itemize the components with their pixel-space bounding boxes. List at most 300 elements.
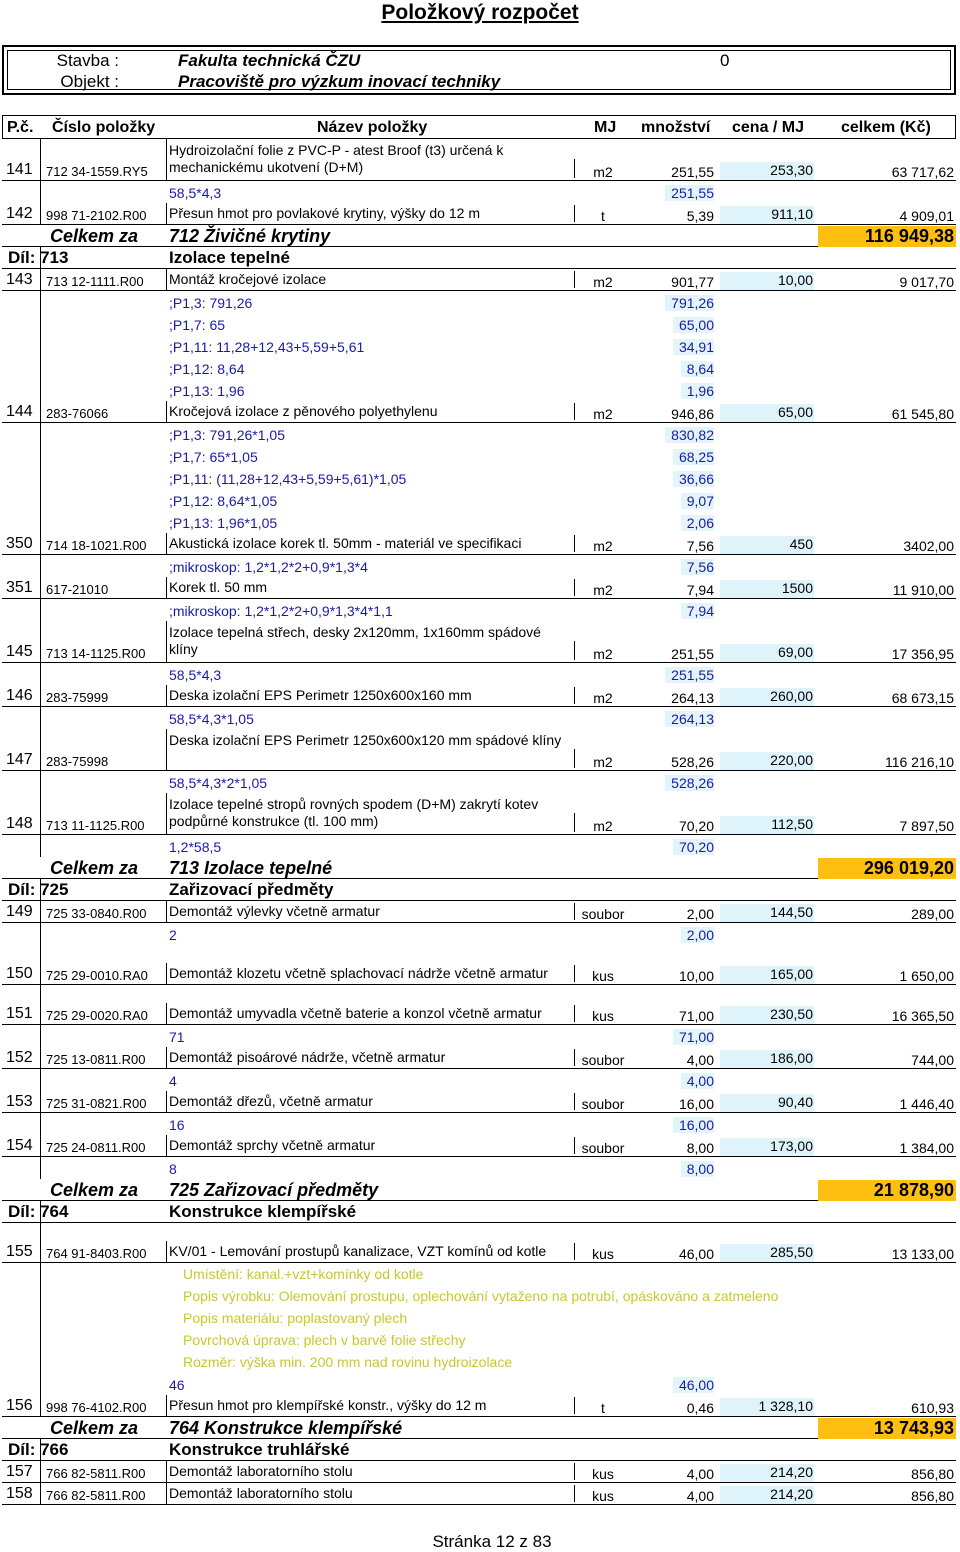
item-total: 1 384,00 (899, 1140, 954, 1156)
item-name: KV/01 - Lemování prostupů kanalizace, VZT komínů od kotle (169, 1243, 547, 1259)
section-name: Zařizovací předměty (169, 880, 334, 899)
measure-formula: 16 (169, 1117, 185, 1133)
item-unit-price: 260,00 (720, 688, 814, 706)
item-name: Demontáž dřezů, včetně armatur (169, 1093, 373, 1109)
measure-formula: 58,5*4,3*1,05 (169, 711, 254, 727)
item-code: 725 31-0821.R00 (46, 1096, 147, 1111)
spacer-row (2, 985, 956, 1003)
item-unit-price: 450 (720, 536, 814, 554)
item-code: 764 91-8403.R00 (46, 1246, 147, 1261)
item-quantity: 251,55 (671, 164, 714, 180)
item-name: Přesun hmot pro povlakové krytiny, výšky do 12 m (169, 205, 480, 221)
measure-row (2, 1025, 956, 1047)
item-quantity: 4,00 (686, 1466, 714, 1482)
item-unit: soubor (581, 1140, 625, 1156)
row-divider-left (40, 1241, 41, 1262)
row-divider-name (166, 269, 167, 290)
section-total-row (2, 225, 956, 247)
col-mj: MJ (594, 119, 617, 136)
measure-value: 830,82 (665, 427, 714, 443)
item-name: Kročejová izolace z pěnového polyethylenu (169, 403, 438, 419)
item-number: 153 (6, 1093, 33, 1110)
item-code: 283-75998 (46, 754, 109, 769)
row-divider-name (166, 1461, 167, 1482)
row-divider-mj (574, 271, 575, 288)
row-divider-left (40, 511, 41, 533)
section-header-row (2, 879, 956, 901)
item-unit-price: 90,40 (720, 1094, 814, 1112)
item-row (2, 1047, 956, 1069)
section-total-name: 725 Zařizovací předměty (169, 1180, 379, 1200)
section-total-name: 712 Živičné krytiny (169, 226, 331, 246)
measure-row (2, 1113, 956, 1135)
project-header (2, 45, 956, 95)
section-label: Díl: 764 (8, 1202, 69, 1221)
section-total-name: 713 Izolace tepelné (169, 858, 333, 878)
row-divider-left (40, 555, 41, 577)
item-row (2, 203, 956, 225)
item-row (2, 1395, 956, 1417)
section-total-name: 764 Konstrukce klempířské (169, 1418, 403, 1438)
section-total-row (2, 1417, 956, 1439)
item-unit: m2 (593, 274, 613, 290)
row-divider-left (40, 835, 41, 857)
measure-row (2, 707, 956, 729)
item-row (2, 1483, 956, 1505)
row-divider-left (40, 269, 41, 290)
item-unit: t (601, 208, 605, 224)
item-number: 142 (6, 205, 33, 222)
objekt-value: Pracoviště pro výzkum inovací techniky (178, 72, 501, 91)
item-note: Rozměr: výška min. 200 mm nad rovinu hydroizolace (183, 1354, 513, 1370)
item-row (2, 533, 956, 555)
row-divider-left (40, 1373, 41, 1395)
item-unit-price: 1500 (720, 580, 814, 598)
row-divider-left (40, 1285, 41, 1307)
item-number: 154 (6, 1137, 33, 1154)
section-header-row (2, 1201, 956, 1223)
row-divider-left (40, 139, 41, 180)
item-unit: kus (592, 1488, 614, 1504)
item-row (2, 1003, 956, 1025)
item-row (2, 1091, 956, 1113)
section-total-label: Celkem za (50, 226, 139, 246)
item-total: 4 909,01 (899, 208, 954, 224)
measure-value: 46,00 (673, 1377, 714, 1393)
measure-value: 70,20 (673, 839, 714, 855)
measure-value: 251,55 (665, 185, 714, 201)
row-divider-mj (574, 1005, 575, 1022)
item-quantity: 71,00 (678, 1008, 714, 1024)
row-divider-left (40, 1351, 41, 1373)
row-divider-mj (574, 403, 575, 420)
item-quantity: 264,13 (671, 690, 714, 706)
row-divider-name (166, 621, 167, 662)
item-unit: m2 (593, 406, 613, 422)
row-divider-left (40, 1223, 41, 1241)
row-divider-left (40, 1395, 41, 1416)
item-unit: kus (592, 968, 614, 984)
measure-row (2, 291, 956, 313)
item-code: 283-75999 (46, 690, 109, 705)
measure-row (2, 555, 956, 577)
row-divider-name (166, 793, 167, 834)
item-name: Akustická izolace korek tl. 50mm - materiál ve specifikaci (169, 535, 522, 551)
item-unit-price: 214,20 (720, 1486, 814, 1504)
item-name: Demontáž laboratorního stolu (169, 1463, 353, 1479)
table-header (2, 115, 956, 139)
measure-formula: 2 (169, 927, 177, 943)
measure-row (2, 1069, 956, 1091)
item-unit-price: 69,00 (720, 644, 814, 662)
note-row (2, 1329, 956, 1351)
row-divider-left (40, 1025, 41, 1047)
measure-value: 36,66 (673, 471, 714, 487)
item-name: Demontáž pisoárové nádrže, včetně armatur (169, 1049, 446, 1065)
item-unit: soubor (581, 1052, 625, 1068)
item-name: Izolace tepelná střech, desky 2x120mm, 1x160mm spádové klíny (169, 624, 541, 657)
row-divider-mj (574, 813, 575, 832)
row-divider-mj (574, 1485, 575, 1502)
row-divider-left (40, 1113, 41, 1135)
row-divider-name (166, 577, 167, 598)
measure-formula: 58,5*4,3 (169, 667, 222, 683)
item-quantity: 70,20 (678, 818, 714, 834)
row-divider-left (40, 1047, 41, 1068)
measure-row (2, 511, 956, 533)
item-number: 158 (6, 1485, 33, 1502)
item-unit-price: 285,50 (720, 1244, 814, 1262)
measure-formula: ;P1,13: 1,96*1,05 (169, 515, 278, 531)
item-quantity: 16,00 (678, 1096, 714, 1112)
row-divider-left (40, 489, 41, 511)
measure-value: 16,00 (673, 1117, 714, 1133)
item-row (2, 401, 956, 423)
measure-value: 528,26 (665, 775, 714, 791)
row-divider-left (40, 945, 41, 963)
item-number: 150 (6, 965, 33, 982)
item-number: 145 (6, 643, 33, 660)
section-total-label: Celkem za (50, 1418, 139, 1438)
row-divider-mj (574, 205, 575, 222)
spacer-row (2, 945, 956, 963)
item-total: 1 446,40 (899, 1096, 954, 1112)
row-divider-left (40, 181, 41, 203)
measure-formula: ;P1,3: 791,26 (169, 295, 253, 311)
item-row (2, 269, 956, 291)
item-total: 11 910,00 (892, 582, 954, 598)
item-unit: m2 (593, 754, 613, 770)
item-code: 725 29-0010.RA0 (46, 968, 148, 983)
item-code: 725 13-0811.R00 (46, 1052, 146, 1067)
item-unit-price: 911,10 (720, 206, 814, 224)
measure-formula: ;P1,12: 8,64 (169, 361, 245, 377)
row-divider-left (40, 1329, 41, 1351)
measure-value: 7,56 (681, 559, 714, 575)
item-total: 13 133,00 (891, 1246, 954, 1262)
item-total: 63 717,62 (891, 164, 954, 180)
item-total: 610,93 (911, 1400, 954, 1416)
row-divider-mj (574, 159, 575, 178)
row-divider-name (166, 1047, 167, 1068)
item-name: Přesun hmot pro klempířské konstr., výšky do 12 m (169, 1397, 487, 1413)
item-unit-price: 112,50 (720, 816, 814, 834)
row-divider-left (40, 1307, 41, 1329)
row-divider-name (166, 901, 167, 922)
measure-formula: ;P1,11: (11,28+12,43+5,59+5,61)*1,05 (169, 471, 407, 487)
row-divider-left (40, 901, 41, 922)
measure-formula: 58,5*4,3 (169, 185, 222, 201)
row-divider-left (40, 685, 41, 706)
row-divider-name (166, 1241, 167, 1262)
item-total: 116 216,10 (884, 754, 954, 770)
item-number: 156 (6, 1397, 33, 1414)
section-header-row (2, 1439, 956, 1461)
section-total-value: 21 878,90 (818, 1180, 956, 1201)
item-note: Popis výrobku: Olemování prostupu, oplechování vytaženo na potrubí, opáskováno a zatmeleno (183, 1288, 779, 1304)
item-unit: m2 (593, 164, 613, 180)
item-code: 725 29-0020.RA0 (46, 1008, 148, 1023)
row-divider-left (40, 1157, 41, 1179)
section-label: Díl: 766 (8, 1440, 69, 1459)
measure-row (2, 923, 956, 945)
col-pc: P.č. (7, 119, 34, 136)
measure-row (2, 599, 956, 621)
item-row (2, 139, 956, 181)
item-quantity: 8,00 (686, 1140, 714, 1156)
item-name: Deska izolační EPS Perimetr 1250x600x120 mm spádové klíny (169, 732, 562, 748)
measure-formula: 8 (169, 1161, 177, 1177)
spacer-row (2, 1223, 956, 1241)
measure-formula: 71 (169, 1029, 185, 1045)
item-name: Hydroizolační folie z PVC-P - atest Broof (t3) určená k mechanickému ukotvení (D+M) (169, 142, 504, 175)
row-divider-left (40, 291, 41, 313)
measure-formula: ;P1,3: 791,26*1,05 (169, 427, 285, 443)
row-divider-mj (574, 1397, 575, 1414)
measure-row (2, 467, 956, 489)
col-name: Název položky (317, 119, 428, 136)
section-total-row (2, 857, 956, 879)
section-total-value: 296 019,20 (818, 858, 956, 879)
item-unit: m2 (593, 818, 613, 834)
item-quantity: 4,00 (686, 1488, 714, 1504)
row-divider-mj (574, 535, 575, 552)
measure-formula: ;P1,7: 65 (169, 317, 226, 333)
col-code: Číslo položky (52, 119, 156, 136)
section-name: Konstrukce klempířské (169, 1202, 357, 1221)
item-number: 141 (6, 161, 33, 178)
item-unit-price: 10,00 (720, 272, 814, 290)
row-divider-name (166, 1395, 167, 1416)
item-total: 289,00 (911, 906, 954, 922)
item-unit: t (601, 1400, 605, 1416)
item-row (2, 729, 956, 771)
row-divider-left (40, 445, 41, 467)
row-divider-left (40, 1461, 41, 1482)
stavba-value: Fakulta technická ČZU (178, 51, 361, 70)
item-quantity: 901,77 (671, 274, 714, 290)
item-unit: soubor (581, 1096, 625, 1112)
item-quantity: 946,86 (671, 406, 714, 422)
note-row (2, 1307, 956, 1329)
measure-value: 71,00 (673, 1029, 714, 1045)
item-number: 146 (6, 687, 33, 704)
item-total: 9 017,70 (899, 274, 954, 290)
item-number: 155 (6, 1243, 33, 1260)
stavba-zero: 0 (720, 51, 730, 70)
measure-formula: 1,2*58,5 (169, 839, 222, 855)
item-unit-price: 1 328,10 (720, 1398, 814, 1416)
measure-value: 68,25 (673, 449, 714, 465)
measure-value: 65,00 (673, 317, 714, 333)
item-row (2, 793, 956, 835)
item-number: 148 (6, 815, 33, 832)
row-divider-name (166, 729, 167, 770)
row-divider-left (40, 963, 41, 984)
row-divider-left (40, 313, 41, 335)
measure-value: 34,91 (673, 339, 714, 355)
row-divider-name (166, 401, 167, 422)
item-number: 144 (6, 403, 33, 420)
measure-row (2, 835, 956, 857)
item-number: 151 (6, 1005, 33, 1022)
row-divider-name (166, 685, 167, 706)
col-price: cena / MJ (732, 119, 805, 136)
item-row (2, 1241, 956, 1263)
item-note: Umístění: kanal.+vzt+komínky od kotle (183, 1266, 424, 1282)
item-unit-price: 230,50 (720, 1006, 814, 1024)
row-divider-left (40, 621, 41, 662)
item-code: 766 82-5811.R00 (46, 1466, 146, 1481)
item-quantity: 2,00 (686, 906, 714, 922)
section-total-value: 13 743,93 (818, 1418, 956, 1439)
row-divider-mj (574, 579, 575, 596)
item-unit: m2 (593, 690, 613, 706)
item-code: 713 12-1111.R00 (46, 274, 144, 289)
row-divider-left (40, 379, 41, 401)
row-divider-name (166, 139, 167, 180)
measure-value: 264,13 (665, 711, 714, 727)
row-divider-left (40, 1135, 41, 1156)
item-quantity: 5,39 (686, 208, 714, 224)
measure-value: 7,94 (681, 603, 714, 619)
measure-value: 9,07 (681, 493, 714, 509)
measure-formula: 46 (169, 1377, 185, 1393)
item-name: Demontáž laboratorního stolu (169, 1485, 353, 1501)
section-total-label: Celkem za (50, 1180, 139, 1200)
row-divider-left (40, 1069, 41, 1091)
row-divider-left (40, 1483, 41, 1504)
item-total: 68 673,15 (891, 690, 954, 706)
row-divider-name (166, 963, 167, 984)
item-code: 283-76066 (46, 406, 109, 421)
item-note: Popis materiálu: poplastovaný plech (183, 1310, 408, 1326)
item-name: Montáž kročejové izolace (169, 271, 327, 287)
section-name: Konstrukce truhlářské (169, 1440, 350, 1459)
measure-value: 2,00 (681, 927, 714, 943)
row-divider-mj (574, 641, 575, 660)
item-unit-price: 214,20 (720, 1464, 814, 1482)
item-quantity: 7,56 (686, 538, 714, 554)
item-unit: m2 (593, 538, 613, 554)
row-divider-left (40, 1091, 41, 1112)
item-row (2, 621, 956, 663)
item-unit-price: 186,00 (720, 1050, 814, 1068)
measure-value: 4,00 (681, 1073, 714, 1089)
item-name: Izolace tepelné stropů rovných spodem (D+M) zakrytí kotev podpůrné konstrukce (tl. 100 mm) (169, 796, 539, 829)
measure-formula: ;P1,11: 11,28+12,43+5,59+5,61 (169, 339, 365, 355)
item-row (2, 1135, 956, 1157)
row-divider-left (40, 423, 41, 445)
measure-row (2, 423, 956, 445)
item-quantity: 251,55 (671, 646, 714, 662)
item-code: 714 18-1021.R00 (46, 538, 147, 553)
measure-row (2, 181, 956, 203)
row-divider-left (40, 533, 41, 554)
item-total: 1 650,00 (899, 968, 954, 984)
item-name: Korek tl. 50 mm (169, 579, 268, 595)
row-divider-left (40, 985, 41, 1003)
item-row (2, 963, 956, 985)
measure-row (2, 335, 956, 357)
row-divider-left (40, 401, 41, 422)
measure-row (2, 489, 956, 511)
item-unit-price: 165,00 (720, 966, 814, 984)
measure-row (2, 357, 956, 379)
item-quantity: 528,26 (671, 754, 714, 770)
item-unit: kus (592, 1246, 614, 1262)
item-row (2, 685, 956, 707)
measure-formula: 58,5*4,3*2*1,05 (169, 775, 268, 791)
measure-formula: ;P1,12: 8,64*1,05 (169, 493, 278, 509)
item-code: 998 76-4102.R00 (46, 1400, 147, 1415)
item-number: 351 (6, 579, 33, 596)
row-divider-left (40, 577, 41, 598)
measure-value: 8,00 (681, 1161, 714, 1177)
item-unit-price: 173,00 (720, 1138, 814, 1156)
row-divider-mj (574, 1463, 575, 1480)
item-row (2, 577, 956, 599)
col-qty: množství (641, 119, 711, 136)
row-divider-left (40, 203, 41, 224)
row-divider-mj (574, 1243, 575, 1260)
item-code: 766 82-5811.R00 (46, 1488, 146, 1503)
item-code: 713 11-1125.R00 (46, 818, 145, 833)
row-divider-mj (574, 1137, 575, 1154)
item-unit: soubor (581, 906, 625, 922)
row-divider-left (40, 771, 41, 793)
item-number: 152 (6, 1049, 33, 1066)
item-number: 143 (6, 271, 33, 288)
row-divider-left (40, 923, 41, 945)
measure-row (2, 313, 956, 335)
row-divider-name (166, 1135, 167, 1156)
row-divider-left (40, 467, 41, 489)
row-divider-mj (574, 1093, 575, 1110)
item-unit-price: 220,00 (720, 752, 814, 770)
item-total: 17 356,95 (891, 646, 954, 662)
item-code: 713 14-1125.R00 (46, 646, 146, 661)
row-divider-left (40, 793, 41, 834)
section-label: Díl: 713 (8, 248, 69, 267)
item-name: Demontáž umyvadla včetně baterie a konzol včetně armatur (169, 1005, 542, 1021)
item-name: Demontáž výlevky včetně armatur (169, 903, 380, 919)
note-row (2, 1263, 956, 1285)
item-quantity: 0,46 (686, 1400, 714, 1416)
item-row (2, 1461, 956, 1483)
section-total-label: Celkem za (50, 858, 139, 878)
measure-row (2, 1373, 956, 1395)
